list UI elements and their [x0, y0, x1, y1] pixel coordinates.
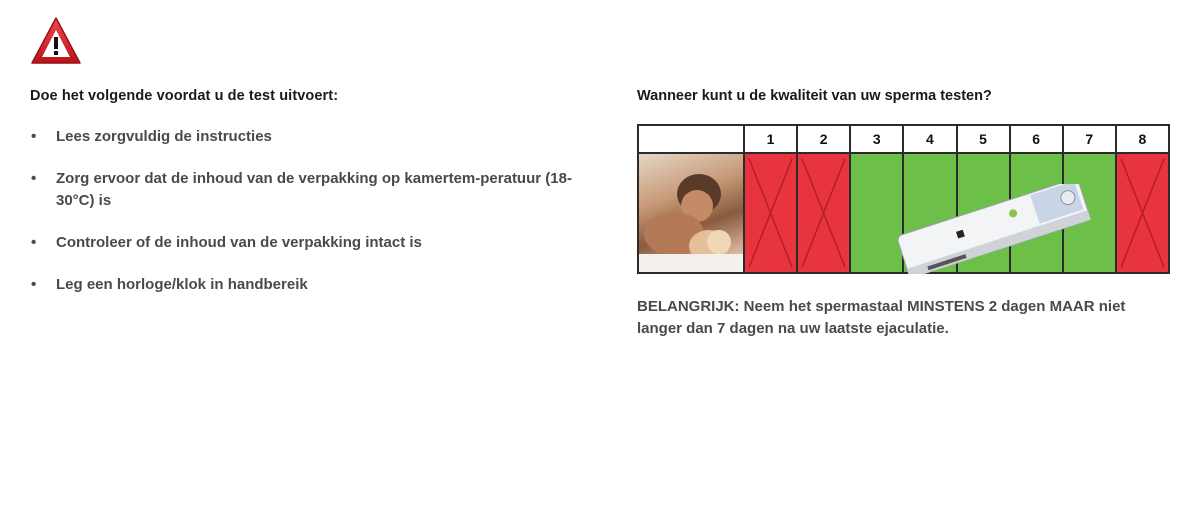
timing-section	[637, 88, 1177, 340]
day-cell-1	[743, 154, 796, 272]
bullet-icon: •	[31, 234, 37, 251]
list-item: • Lees zorgvuldig de instructies	[30, 126, 590, 148]
day-cell-2	[796, 154, 849, 272]
day-header-6: 6	[1009, 126, 1062, 152]
bullet-icon: •	[31, 276, 37, 293]
day-header-5: 5	[956, 126, 1009, 152]
day-header-7: 7	[1062, 126, 1115, 152]
preparation-heading: Doe het volgende voordat u de test uitvoert:	[30, 88, 339, 104]
bullet-icon: •	[31, 128, 37, 145]
day-header-8: 8	[1115, 126, 1168, 152]
day-grid	[637, 124, 1170, 274]
important-note: BELANGRIJK: Neem het spermastaal MINSTENS 2 dagen MAAR niet langer dan 7 dagen na uw laatste ejaculatie.	[637, 298, 1126, 337]
day-header-row	[639, 126, 1168, 154]
list-item: • Controleer of de inhoud van de verpakking intact is	[30, 232, 590, 254]
bullet-icon: •	[31, 170, 37, 187]
cross-icon	[798, 154, 849, 272]
preparation-list	[30, 126, 590, 296]
preparation-section	[30, 88, 590, 316]
cross-icon	[745, 154, 796, 272]
day-cell-8	[1115, 154, 1168, 272]
test-device-illustration	[889, 184, 1099, 274]
day-header-2: 2	[796, 126, 849, 152]
day-header-3: 3	[849, 126, 902, 152]
day-header-4: 4	[902, 126, 955, 152]
timing-heading: Wanneer kunt u de kwaliteit van uw sperma testen?	[637, 88, 992, 104]
list-item: • Zorg ervoor dat de inhoud van de verpakking op kamertem-peratuur (18-30°C) is	[31, 170, 572, 209]
day-header-1: 1	[743, 126, 796, 152]
list-item: • Leg een horloge/klok in handbereik	[30, 274, 590, 296]
warning-icon	[30, 15, 82, 67]
cross-icon	[1117, 154, 1168, 272]
couple-photo	[639, 154, 745, 272]
